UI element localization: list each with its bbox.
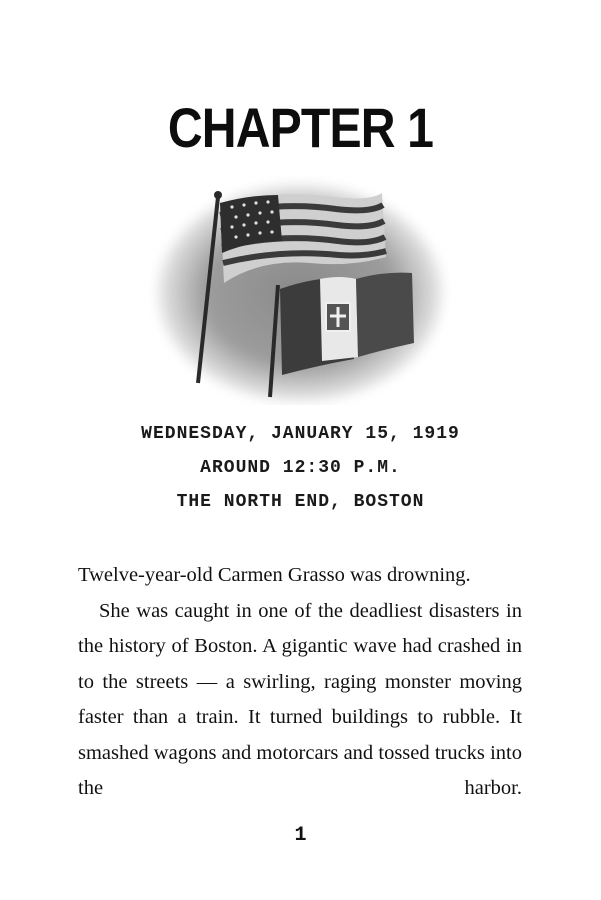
dateline-time: AROUND 12:30 P.M. <box>200 458 401 478</box>
body-text <box>78 558 522 807</box>
dateline-date: WEDNESDAY, JANUARY 15, 1919 <box>141 424 460 444</box>
paragraph-1: Twelve-year-old Carmen Grasso was drowning. <box>78 564 471 586</box>
dateline-place: THE NORTH END, BOSTON <box>176 492 425 512</box>
flags-illustration <box>150 175 450 405</box>
chapter-title: CHAPTER 1 <box>167 96 434 159</box>
page-number: 1 <box>294 824 307 847</box>
paragraph-2: She was caught in one of the deadliest disasters in the history of Boston. A gigantic wave had crashed in to the streets — a swirling, raging monster moving faster than a train. It turned buildings to rubble. It smashed wagons and motorcars and tossed trucks into the harbor. <box>78 599 522 799</box>
